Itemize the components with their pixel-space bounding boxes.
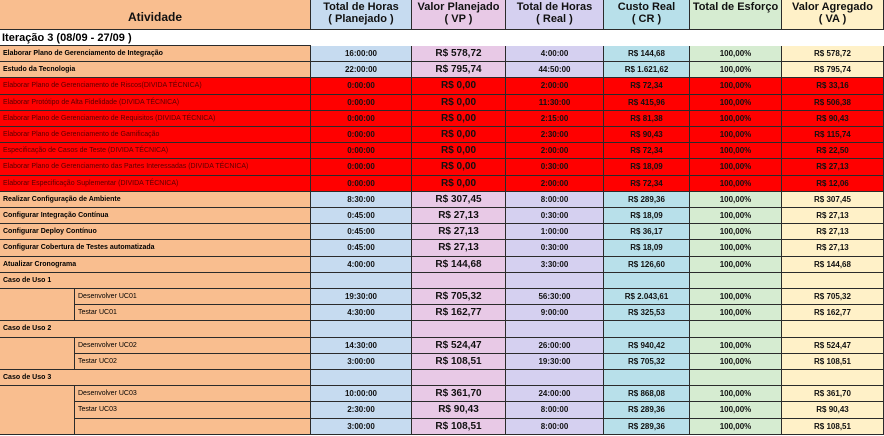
real-hours-cell[interactable]: 0:30:00 — [506, 208, 604, 224]
activity-name[interactable]: Testar UC03 — [75, 402, 311, 418]
real-cost-cell[interactable] — [604, 370, 690, 386]
activity-name[interactable]: Realizar Configuração de Ambiente — [0, 192, 311, 208]
table-row — [0, 208, 884, 224]
header-planned-hours-line2: ( Planejado ) — [328, 13, 394, 25]
planned-hours-cell[interactable]: 0:00:00 — [311, 78, 412, 94]
planned-hours-cell[interactable]: 0:00:00 — [311, 127, 412, 143]
real-cost-cell[interactable] — [604, 321, 690, 337]
earned-value-cell[interactable]: R$ 90,43 — [782, 402, 884, 418]
earned-value-cell[interactable]: R$ 307,45 — [782, 192, 884, 208]
table-row — [0, 176, 884, 192]
effort-cell[interactable] — [690, 321, 782, 337]
real-cost-cell[interactable]: R$ 90,43 — [604, 127, 690, 143]
real-cost-cell[interactable]: R$ 144,68 — [604, 46, 690, 62]
real-hours-cell[interactable]: 24:00:00 — [506, 386, 604, 402]
table-row — [0, 111, 884, 127]
activity-name[interactable]: Caso de Uso 1 — [0, 273, 311, 289]
activity-name[interactable]: Elaborar Plano de Gerenciamento de Gamificação — [0, 127, 311, 143]
planned-value-cell[interactable]: R$ 795,74 — [412, 62, 506, 78]
real-hours-cell[interactable]: 0:30:00 — [506, 240, 604, 256]
real-cost-cell[interactable]: R$ 289,36 — [604, 192, 690, 208]
activity-name[interactable]: Elaborar Plano de Gerenciamento das Partes Interessadas (DIVIDA TÉCNICA) — [0, 159, 311, 175]
planned-value-cell[interactable]: R$ 0,00 — [412, 111, 506, 127]
indent-cell — [0, 338, 75, 354]
real-hours-cell[interactable]: 8:00:00 — [506, 402, 604, 418]
real-hours-cell[interactable]: 3:30:00 — [506, 257, 604, 273]
effort-cell[interactable]: 100,00% — [690, 419, 782, 435]
planned-hours-cell[interactable]: 10:00:00 — [311, 386, 412, 402]
header-planned-value-line1: Valor Planejado — [417, 1, 500, 13]
header-row — [0, 0, 884, 30]
planned-value-cell[interactable]: R$ 108,51 — [412, 354, 506, 370]
table-row — [0, 402, 884, 418]
effort-cell[interactable]: 100,00% — [690, 402, 782, 418]
real-cost-cell[interactable]: R$ 126,60 — [604, 257, 690, 273]
effort-cell[interactable]: 100,00% — [690, 257, 782, 273]
planned-value-cell[interactable]: R$ 0,00 — [412, 95, 506, 111]
earned-value-cell[interactable] — [782, 370, 884, 386]
indent-cell — [0, 419, 75, 435]
activity-name[interactable]: Estudo da Tecnologia — [0, 62, 311, 78]
planned-hours-cell[interactable]: 0:45:00 — [311, 224, 412, 240]
real-cost-cell[interactable]: R$ 18,09 — [604, 159, 690, 175]
effort-cell[interactable]: 100,00% — [690, 208, 782, 224]
effort-cell[interactable]: 100,00% — [690, 354, 782, 370]
effort-cell[interactable] — [690, 370, 782, 386]
earned-value-cell[interactable] — [782, 273, 884, 289]
planned-value-cell[interactable] — [412, 321, 506, 337]
real-cost-cell[interactable]: R$ 289,36 — [604, 419, 690, 435]
header-planned-hours-line1: Total de Horas — [323, 1, 399, 13]
header-effort-line1: Total de Esforço — [692, 1, 779, 13]
header-real-hours-line2: ( Real ) — [536, 13, 573, 25]
planned-value-cell[interactable]: R$ 90,43 — [412, 402, 506, 418]
activity-name[interactable]: Desenvolver UC02 — [75, 338, 311, 354]
table-row — [0, 95, 884, 111]
planned-hours-cell[interactable]: 0:00:00 — [311, 95, 412, 111]
planned-value-cell[interactable]: R$ 361,70 — [412, 386, 506, 402]
table-row — [0, 127, 884, 143]
planned-hours-cell[interactable]: 3:00:00 — [311, 419, 412, 435]
indent-cell — [0, 402, 75, 418]
activity-name[interactable]: Especificação de Casos de Teste (DIVIDA TÉCNICA) — [0, 143, 311, 159]
real-cost-cell[interactable]: R$ 325,53 — [604, 305, 690, 321]
table-row — [0, 192, 884, 208]
real-hours-cell[interactable]: 4:00:00 — [506, 46, 604, 62]
group-row — [0, 273, 884, 289]
earned-value-cell[interactable]: R$ 27,13 — [782, 208, 884, 224]
planned-hours-cell[interactable]: 14:30:00 — [311, 338, 412, 354]
header-real-cost-line1: Custo Real — [617, 1, 676, 13]
header-planned-hours[interactable] — [311, 0, 412, 30]
effort-cell[interactable]: 100,00% — [690, 240, 782, 256]
earned-value-cell[interactable]: R$ 108,51 — [782, 419, 884, 435]
activity-name[interactable]: Testar UC02 — [75, 354, 311, 370]
table-row — [0, 46, 884, 62]
real-hours-cell[interactable]: 0:30:00 — [506, 159, 604, 175]
real-hours-cell[interactable]: 2:15:00 — [506, 111, 604, 127]
planned-value-cell[interactable]: R$ 307,45 — [412, 192, 506, 208]
planned-hours-cell[interactable]: 0:00:00 — [311, 143, 412, 159]
real-cost-cell[interactable]: R$ 705,32 — [604, 354, 690, 370]
real-hours-cell[interactable]: 2:00:00 — [506, 176, 604, 192]
real-hours-cell[interactable] — [506, 321, 604, 337]
earned-value-cell[interactable]: R$ 162,77 — [782, 305, 884, 321]
planned-hours-cell[interactable] — [311, 273, 412, 289]
table-row — [0, 78, 884, 94]
activity-name[interactable]: Configurar Deploy Contínuo — [0, 224, 311, 240]
planned-hours-cell[interactable]: 4:00:00 — [311, 257, 412, 273]
earned-value-cell[interactable]: R$ 27,13 — [782, 224, 884, 240]
activity-name[interactable]: Configurar Integração Contínua — [0, 208, 311, 224]
real-hours-cell[interactable]: 11:30:00 — [506, 95, 604, 111]
earned-value-cell[interactable]: R$ 795,74 — [782, 62, 884, 78]
planned-value-cell[interactable]: R$ 108,51 — [412, 419, 506, 435]
effort-cell[interactable]: 100,00% — [690, 46, 782, 62]
activity-name[interactable]: Testar UC01 — [75, 305, 311, 321]
activity-name[interactable]: Configurar Cobertura de Testes automatizada — [0, 240, 311, 256]
planned-hours-cell[interactable]: 16:00:00 — [311, 46, 412, 62]
planned-value-cell[interactable]: R$ 27,13 — [412, 240, 506, 256]
effort-cell[interactable]: 100,00% — [690, 386, 782, 402]
planned-hours-cell[interactable]: 4:30:00 — [311, 305, 412, 321]
earned-value-cell[interactable]: R$ 12,06 — [782, 176, 884, 192]
effort-cell[interactable] — [690, 273, 782, 289]
planned-hours-cell[interactable]: 0:00:00 — [311, 176, 412, 192]
header-planned-value[interactable] — [412, 0, 506, 30]
real-hours-cell[interactable]: 2:00:00 — [506, 143, 604, 159]
earned-value-cell[interactable]: R$ 506,38 — [782, 95, 884, 111]
real-cost-cell[interactable]: R$ 289,36 — [604, 402, 690, 418]
header-real-cost[interactable] — [604, 0, 690, 30]
planned-hours-cell[interactable]: 3:00:00 — [311, 354, 412, 370]
header-real-hours[interactable] — [506, 0, 604, 30]
effort-cell[interactable]: 100,00% — [690, 143, 782, 159]
table-row — [0, 305, 884, 321]
activity-name[interactable]: Elaborar Plano de Gerenciamento de Requisitos (DIVIDA TÉCNICA) — [0, 111, 311, 127]
header-real-cost-line2: ( CR ) — [631, 13, 662, 25]
effort-cell[interactable]: 100,00% — [690, 176, 782, 192]
header-planned-value-line2: ( VP ) — [444, 13, 473, 25]
activity-name[interactable]: Caso de Uso 2 — [0, 321, 311, 337]
real-hours-cell[interactable]: 9:00:00 — [506, 305, 604, 321]
real-cost-cell[interactable]: R$ 18,09 — [604, 208, 690, 224]
table-row — [0, 62, 884, 78]
earned-value-cell[interactable]: R$ 27,13 — [782, 240, 884, 256]
activity-name[interactable]: Caso de Uso 3 — [0, 370, 311, 386]
earned-value-cell[interactable]: R$ 578,72 — [782, 46, 884, 62]
real-cost-cell[interactable]: R$ 940,42 — [604, 338, 690, 354]
table-row — [0, 354, 884, 370]
planned-value-cell[interactable]: R$ 27,13 — [412, 224, 506, 240]
table-row — [0, 240, 884, 256]
real-cost-cell[interactable]: R$ 18,09 — [604, 240, 690, 256]
effort-cell[interactable]: 100,00% — [690, 95, 782, 111]
real-cost-cell[interactable] — [604, 273, 690, 289]
real-cost-cell[interactable]: R$ 2.043,61 — [604, 289, 690, 305]
indent-cell — [0, 289, 75, 305]
effort-cell[interactable]: 100,00% — [690, 62, 782, 78]
activity-name[interactable]: Elaborar Protótipo de Alta Fidelidade (DIVIDA TÉCNICA) — [0, 95, 311, 111]
earned-value-cell[interactable]: R$ 144,68 — [782, 257, 884, 273]
indent-cell — [0, 386, 75, 402]
planned-value-cell[interactable]: R$ 524,47 — [412, 338, 506, 354]
planned-value-cell[interactable] — [412, 370, 506, 386]
header-real-hours-line1: Total de Horas — [516, 1, 593, 13]
real-cost-cell[interactable]: R$ 72,34 — [604, 78, 690, 94]
earned-value-cell[interactable] — [782, 321, 884, 337]
table-row — [0, 143, 884, 159]
planned-value-cell[interactable]: R$ 578,72 — [412, 46, 506, 62]
planned-value-cell[interactable]: R$ 0,00 — [412, 127, 506, 143]
effort-cell[interactable]: 100,00% — [690, 289, 782, 305]
planned-value-cell[interactable]: R$ 27,13 — [412, 208, 506, 224]
effort-cell[interactable]: 100,00% — [690, 127, 782, 143]
table-row — [0, 338, 884, 354]
activity-name[interactable]: Elaborar Plano de Gerenciamento de Integração — [0, 46, 311, 62]
planned-value-cell[interactable]: R$ 162,77 — [412, 305, 506, 321]
earned-value-cell[interactable]: R$ 33,16 — [782, 78, 884, 94]
real-cost-cell[interactable]: R$ 72,34 — [604, 143, 690, 159]
earned-value-cell[interactable]: R$ 361,70 — [782, 386, 884, 402]
table-row — [0, 289, 884, 305]
group-row — [0, 321, 884, 337]
table-row — [0, 224, 884, 240]
earned-value-cell[interactable]: R$ 27,13 — [782, 159, 884, 175]
earned-value-cell[interactable]: R$ 115,74 — [782, 127, 884, 143]
planned-hours-cell[interactable]: 8:30:00 — [311, 192, 412, 208]
real-hours-cell[interactable]: 2:00:00 — [506, 78, 604, 94]
planned-hours-cell[interactable]: 0:00:00 — [311, 159, 412, 175]
planned-hours-cell[interactable]: 0:00:00 — [311, 111, 412, 127]
effort-cell[interactable]: 100,00% — [690, 111, 782, 127]
iteration-label[interactable]: Iteração 3 (08/09 - 27/09 ) — [0, 30, 311, 46]
earned-value-cell[interactable]: R$ 22,50 — [782, 143, 884, 159]
indent-cell — [0, 354, 75, 370]
earned-value-cell[interactable]: R$ 524,47 — [782, 338, 884, 354]
effort-cell[interactable]: 100,00% — [690, 305, 782, 321]
planned-hours-cell[interactable] — [311, 370, 412, 386]
planned-value-cell[interactable]: R$ 0,00 — [412, 78, 506, 94]
real-hours-cell[interactable]: 1:00:00 — [506, 224, 604, 240]
header-earned-value-line2: ( VA ) — [818, 13, 847, 25]
planned-hours-cell[interactable]: 0:45:00 — [311, 208, 412, 224]
table-row — [0, 257, 884, 273]
header-earned-value[interactable] — [782, 0, 884, 30]
real-cost-cell[interactable]: R$ 72,34 — [604, 176, 690, 192]
real-cost-cell[interactable]: R$ 1.621,62 — [604, 62, 690, 78]
real-hours-cell[interactable]: 2:30:00 — [506, 127, 604, 143]
activity-name[interactable]: Desenvolver UC01 — [75, 289, 311, 305]
planned-hours-cell[interactable]: 22:00:00 — [311, 62, 412, 78]
activity-name[interactable] — [75, 419, 311, 435]
real-hours-cell[interactable]: 56:30:00 — [506, 289, 604, 305]
effort-cell[interactable]: 100,00% — [690, 192, 782, 208]
header-effort[interactable] — [690, 0, 782, 30]
activity-name[interactable]: Elaborar Plano de Gerenciamento de Riscos(DIVIDA TÉCNICA) — [0, 78, 311, 94]
planned-value-cell[interactable]: R$ 0,00 — [412, 176, 506, 192]
planned-hours-cell[interactable]: 0:45:00 — [311, 240, 412, 256]
real-hours-cell[interactable]: 26:00:00 — [506, 338, 604, 354]
planned-value-cell[interactable] — [412, 273, 506, 289]
header-earned-value-line1: Valor Agregado — [792, 1, 873, 13]
activity-name[interactable]: Elaborar Especificação Suplementar (DIVIDA TÉCNICA) — [0, 176, 311, 192]
iteration-row — [0, 30, 884, 46]
real-hours-cell[interactable]: 19:30:00 — [506, 354, 604, 370]
real-cost-cell[interactable]: R$ 415,96 — [604, 95, 690, 111]
real-hours-cell[interactable] — [506, 370, 604, 386]
activity-name[interactable]: Desenvolver UC03 — [75, 386, 311, 402]
planned-value-cell[interactable]: R$ 705,32 — [412, 289, 506, 305]
earned-value-cell[interactable]: R$ 108,51 — [782, 354, 884, 370]
earned-value-cell[interactable]: R$ 90,43 — [782, 111, 884, 127]
effort-cell[interactable]: 100,00% — [690, 159, 782, 175]
real-cost-cell[interactable]: R$ 81,38 — [604, 111, 690, 127]
indent-cell — [0, 305, 75, 321]
planned-hours-cell[interactable]: 2:30:00 — [311, 402, 412, 418]
planned-hours-cell[interactable]: 19:30:00 — [311, 289, 412, 305]
group-row — [0, 370, 884, 386]
real-hours-cell[interactable]: 8:00:00 — [506, 419, 604, 435]
planned-hours-cell[interactable] — [311, 321, 412, 337]
real-hours-cell[interactable]: 8:00:00 — [506, 192, 604, 208]
real-hours-cell[interactable]: 44:50:00 — [506, 62, 604, 78]
planned-value-cell[interactable]: R$ 0,00 — [412, 143, 506, 159]
earned-value-cell[interactable]: R$ 705,32 — [782, 289, 884, 305]
real-hours-cell[interactable] — [506, 273, 604, 289]
effort-cell[interactable]: 100,00% — [690, 224, 782, 240]
planned-value-cell[interactable]: R$ 0,00 — [412, 159, 506, 175]
planned-value-cell[interactable]: R$ 144,68 — [412, 257, 506, 273]
table-row — [0, 159, 884, 175]
real-cost-cell[interactable]: R$ 868,08 — [604, 386, 690, 402]
header-activity[interactable]: Atividade — [0, 0, 311, 30]
activity-name[interactable]: Atualizar Cronograma — [0, 257, 311, 273]
real-cost-cell[interactable]: R$ 36,17 — [604, 224, 690, 240]
table-row — [0, 419, 884, 435]
effort-cell[interactable]: 100,00% — [690, 338, 782, 354]
effort-cell[interactable]: 100,00% — [690, 78, 782, 94]
table-row — [0, 386, 884, 402]
